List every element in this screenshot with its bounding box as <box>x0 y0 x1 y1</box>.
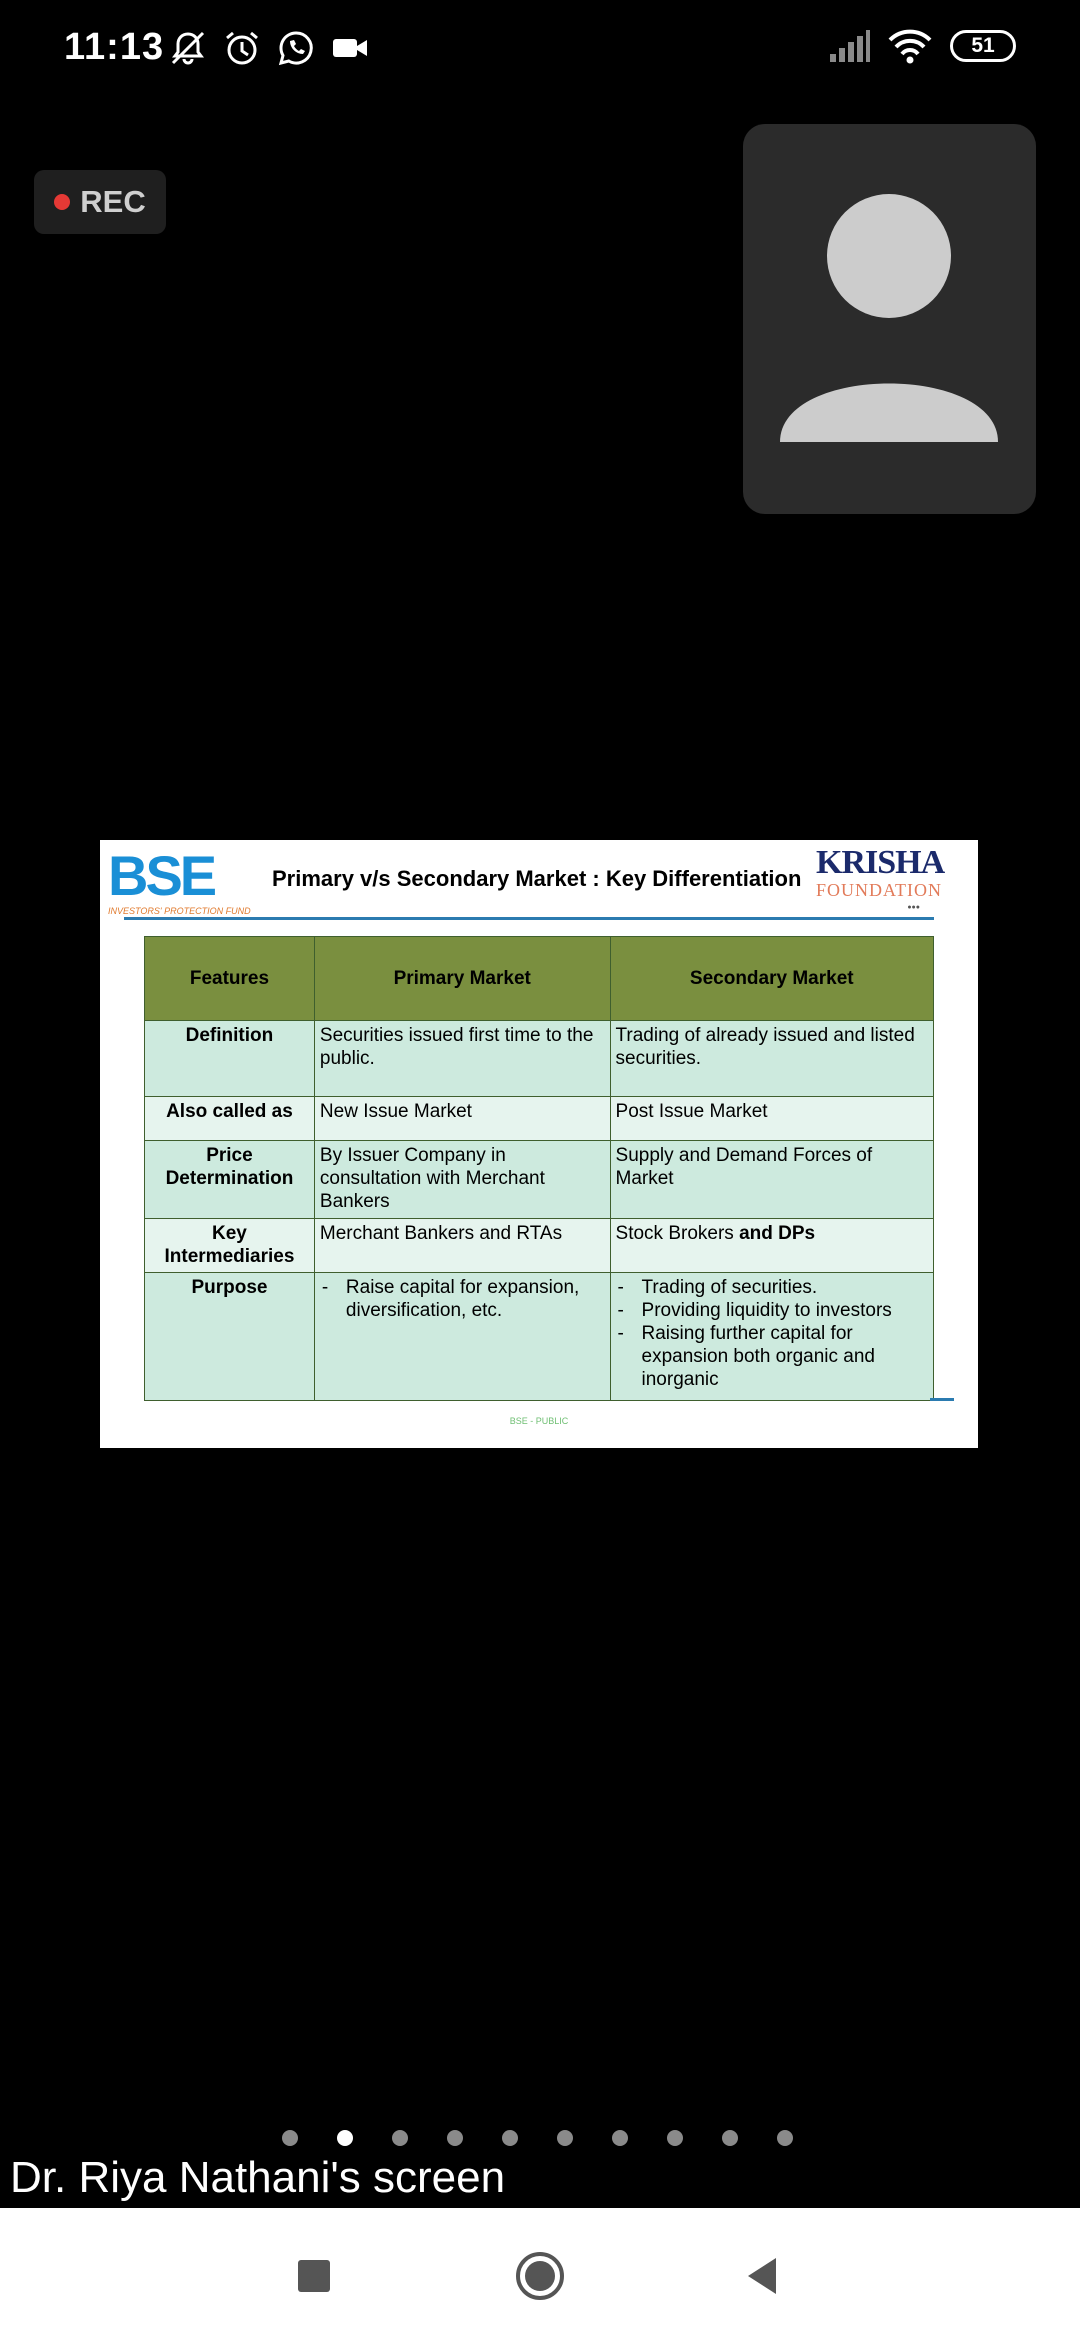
notification-icons <box>168 28 370 68</box>
feature-cell: Price Determination <box>145 1141 315 1219</box>
table-header-row <box>145 937 934 1021</box>
primary-cell: Securities issued first time to the public. <box>314 1021 610 1097</box>
table-row <box>145 1097 934 1141</box>
recents-button[interactable] <box>286 2248 342 2304</box>
video-camera-icon <box>330 28 370 68</box>
page-dot[interactable] <box>502 2130 518 2146</box>
whatsapp-icon <box>276 28 316 68</box>
slide-title: Primary v/s Secondary Market : Key Differentiation <box>272 866 802 891</box>
bse-logo <box>108 844 251 920</box>
header-features: Features <box>145 937 315 1021</box>
page-dot[interactable] <box>282 2130 298 2146</box>
primary-cell <box>314 1273 610 1401</box>
bell-off-icon <box>168 28 208 68</box>
list-item <box>616 1322 928 1391</box>
header-secondary-market: Secondary Market <box>610 937 933 1021</box>
secondary-cell: Post Issue Market <box>610 1097 933 1141</box>
list-item <box>616 1276 928 1299</box>
page-indicator <box>282 2130 793 2146</box>
bse-logo-subtitle: INVESTORS' PROTECTION FUND <box>108 906 251 916</box>
secondary-text-bold: and DPs <box>739 1223 816 1244</box>
secondary-cell: Supply and Demand Forces of Market <box>610 1141 933 1219</box>
bullet-marker: - <box>617 1300 624 1321</box>
page-dot[interactable] <box>392 2130 408 2146</box>
self-video-tile[interactable] <box>743 124 1036 514</box>
table-row <box>145 1021 934 1097</box>
bullet-marker: - <box>617 1323 624 1344</box>
header-primary-market: Primary Market <box>314 937 610 1021</box>
bullet-text: Trading of securities. <box>641 1277 818 1298</box>
shared-slide <box>100 840 978 1448</box>
page-dot-active[interactable] <box>337 2130 353 2146</box>
feature-cell: Purpose <box>145 1273 315 1401</box>
bullet-text: Raising further capital for expansion both organic and inorganic <box>641 1323 875 1390</box>
bullet-marker: - <box>617 1277 624 1298</box>
back-button[interactable] <box>736 2248 792 2304</box>
page-dot[interactable] <box>722 2130 738 2146</box>
alarm-icon <box>222 28 262 68</box>
bullet-text: Raise capital for expansion, diversification, etc. <box>345 1277 580 1321</box>
slide-footer: BSE - PUBLIC <box>509 1416 569 1426</box>
page-dot[interactable] <box>612 2130 628 2146</box>
bullet-marker: - <box>321 1277 329 1298</box>
status-bar <box>0 0 1080 100</box>
home-button[interactable] <box>512 2248 568 2304</box>
krisha-logo-line1: KRISHA <box>816 844 945 881</box>
secondary-text: Stock Brokers <box>615 1223 740 1244</box>
table-row <box>145 1219 934 1273</box>
battery-icon: 51 <box>950 30 1016 62</box>
secondary-cell: Trading of already issued and listed securities. <box>610 1021 933 1097</box>
secondary-cell <box>610 1273 933 1401</box>
recording-label: REC <box>80 184 146 219</box>
status-time: 11:13 <box>64 26 165 68</box>
page-dot[interactable] <box>777 2130 793 2146</box>
list-item <box>616 1299 928 1322</box>
table-row <box>145 1141 934 1219</box>
page-dot[interactable] <box>447 2130 463 2146</box>
system-icons <box>828 28 1016 64</box>
record-dot-icon <box>54 194 70 210</box>
feature-cell: Key Intermediaries <box>145 1219 315 1273</box>
page-dot[interactable] <box>667 2130 683 2146</box>
title-divider <box>124 917 934 920</box>
screen-owner-label: Dr. Riya Nathani's screen <box>10 2153 506 2202</box>
feature-cell: Also called as <box>145 1097 315 1141</box>
wifi-icon <box>888 28 932 64</box>
primary-cell: By Issuer Company in consultation with Merchant Bankers <box>314 1141 610 1219</box>
bullet-text: Providing liquidity to investors <box>641 1300 892 1321</box>
page-dot[interactable] <box>557 2130 573 2146</box>
recording-indicator <box>34 170 166 234</box>
table-row <box>145 1273 934 1401</box>
feature-cell: Definition <box>145 1021 315 1097</box>
table-divider <box>930 1398 954 1401</box>
primary-cell: Merchant Bankers and RTAs <box>314 1219 610 1273</box>
krisha-logo-line2: FOUNDATION <box>816 880 942 900</box>
bse-logo-letters: BSE <box>108 844 215 907</box>
krisha-logo-tagline: ●●● <box>907 904 920 911</box>
person-avatar-icon <box>743 124 1036 514</box>
krisha-foundation-logo <box>816 844 945 922</box>
signal-icon <box>828 30 870 62</box>
secondary-cell <box>610 1219 933 1273</box>
list-item <box>320 1276 605 1322</box>
comparison-table <box>144 936 934 1401</box>
primary-cell: New Issue Market <box>314 1097 610 1141</box>
navigation-bar <box>0 2208 1080 2340</box>
